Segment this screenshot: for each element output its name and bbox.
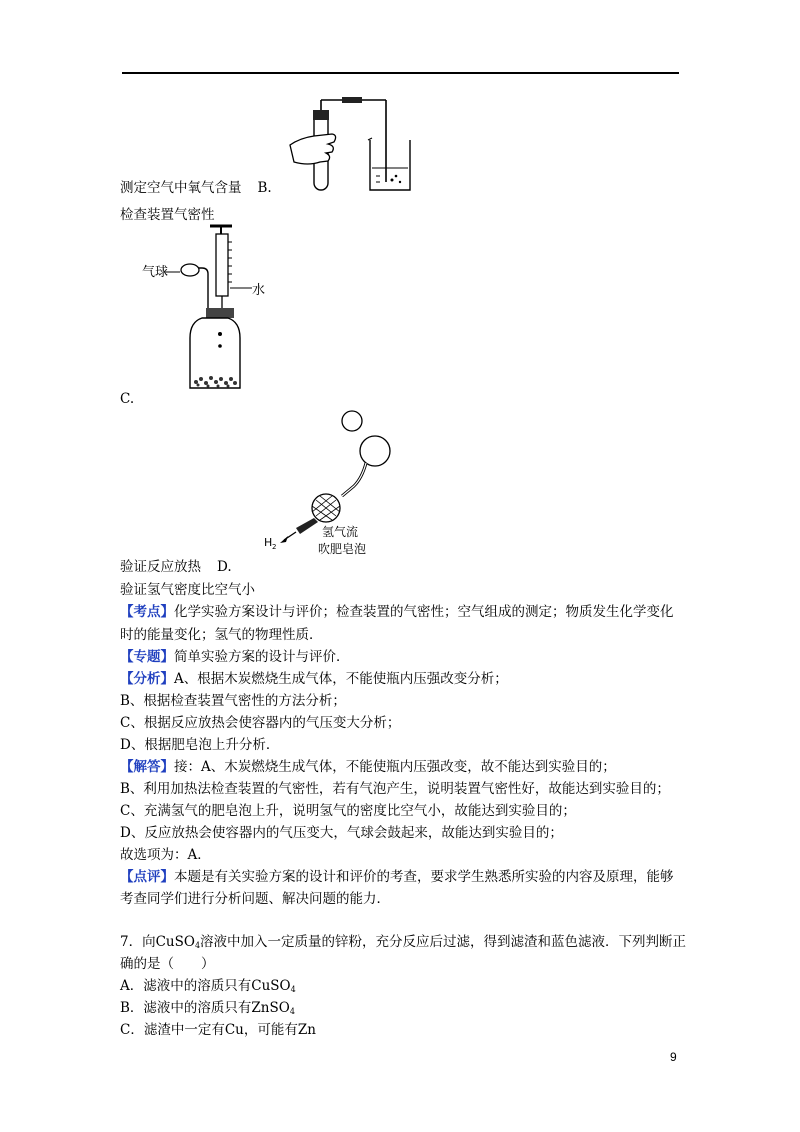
fenxi-tag: 【分析】 — [120, 671, 174, 687]
fenxi-line-c: C、根据反应放热会使容器内的气压变大分析； — [120, 715, 401, 731]
fenxi-line-a — [120, 669, 508, 689]
figure-hydrogen-bubbles — [250, 408, 410, 558]
option-a-caption: 测定空气中氧气含量 — [120, 180, 242, 196]
option-b-label: B. — [257, 180, 272, 196]
q7-option-b-text: B．滤液中的溶质只有 — [120, 1000, 252, 1016]
dianping-text: 本题是有关实验方案的设计和评价的考查，要求学生熟悉所实验的内容及原理，能够 — [174, 869, 674, 885]
jieda-line-c: C、充满氢气的肥皂泡上升，说明氢气的密度比空气小，故能达到实验目的； — [120, 803, 576, 819]
question-7-line-2: 确的是（ ） — [120, 956, 215, 972]
zhuanti-tag: 【专题】 — [120, 649, 174, 665]
h2-label: H — [264, 536, 273, 549]
q7-text: 溶液中加入一定质量的锌粉，充分反应后过滤，得到滤渣和蓝色滤液．下列判断正 — [200, 934, 687, 950]
jieda-line-a — [120, 757, 616, 777]
q7-formula: CuSO — [155, 934, 195, 950]
jieda-text-a: 接：A、木炭燃烧生成气体，不能使瓶内压强改变，故不能达到实验目的； — [174, 759, 616, 775]
jieda-line-e: 故选项为：A． — [120, 847, 211, 863]
q7-option-c: C．滤渣中一定有Cu，可能有Zn — [120, 1022, 316, 1038]
header-rule — [122, 72, 679, 74]
kaodian-line-2: 时的能量变化；氢气的物理性质． — [120, 627, 323, 643]
water-label: 水 — [252, 283, 266, 298]
fenxi-line-b: B、根据检查装置气密性的方法分析； — [120, 693, 346, 709]
option-d-label: D. — [217, 559, 232, 575]
option-b-caption: 检查装置气密性 — [120, 207, 215, 223]
fenxi-line-d: D、根据肥皂泡上升分析． — [120, 737, 280, 753]
q7-formula-subscript: 4 — [194, 941, 201, 950]
option-c-label: C. — [120, 391, 135, 407]
option-a-text-line — [120, 178, 272, 198]
balloon-label: 气球 — [142, 265, 169, 280]
zhuanti-text: 简单实验方案的设计与评价． — [174, 649, 350, 665]
q7-prefix: 7．向 — [120, 934, 156, 950]
jieda-tag: 【解答】 — [120, 759, 174, 775]
kaodian-tag: 【考点】 — [120, 604, 174, 620]
kaodian-line-1 — [120, 602, 674, 622]
fenxi-text-a: A、根据木炭燃烧生成气体，不能使瓶内压强改变分析； — [174, 671, 508, 687]
h2-subscript: 2 — [272, 543, 277, 551]
soap-bubble-label: 吹肥皂泡 — [318, 542, 367, 556]
dianping-line-1 — [120, 867, 674, 887]
figure-airtight-check — [280, 90, 420, 195]
q7-option-a-text: A．滤液中的溶质只有 — [120, 978, 252, 994]
q7-option-a-formula: CuSO — [251, 978, 291, 994]
dianping-line-2: 考查同学们进行分析问题、解决问题的能力． — [120, 891, 390, 907]
q7-option-b-formula: ZnSO — [251, 1000, 290, 1016]
jieda-line-b: B、利用加热法检查装置的气密性，若有气泡产生，说明装置气密性好，故能达到实验目的； — [120, 781, 670, 797]
option-c-text-line — [120, 557, 232, 577]
q7-option-b — [120, 998, 295, 1022]
hydrogen-flow-label: 氢气流 — [322, 525, 359, 539]
q7-option-a-subscript: 4 — [290, 985, 296, 994]
q7-option-b-subscript: 4 — [289, 1007, 295, 1016]
q7-option-a — [120, 976, 296, 1000]
zhuanti-line — [120, 647, 350, 667]
option-d-caption: 验证氢气密度比空气小 — [120, 582, 255, 598]
figure-exothermic — [140, 222, 280, 392]
kaodian-text: 化学实验方案设计与评价；检查装置的气密性；空气组成的测定；物质发生化学变化 — [174, 604, 674, 620]
question-7-line-1 — [120, 932, 686, 956]
dianping-tag: 【点评】 — [120, 869, 174, 885]
option-c-caption: 验证反应放热 — [120, 559, 201, 575]
jieda-line-d: D、反应放热会使容器内的气压变大，气球会鼓起来，故能达到实验目的； — [120, 825, 563, 841]
page-number: 9 — [670, 1050, 677, 1064]
